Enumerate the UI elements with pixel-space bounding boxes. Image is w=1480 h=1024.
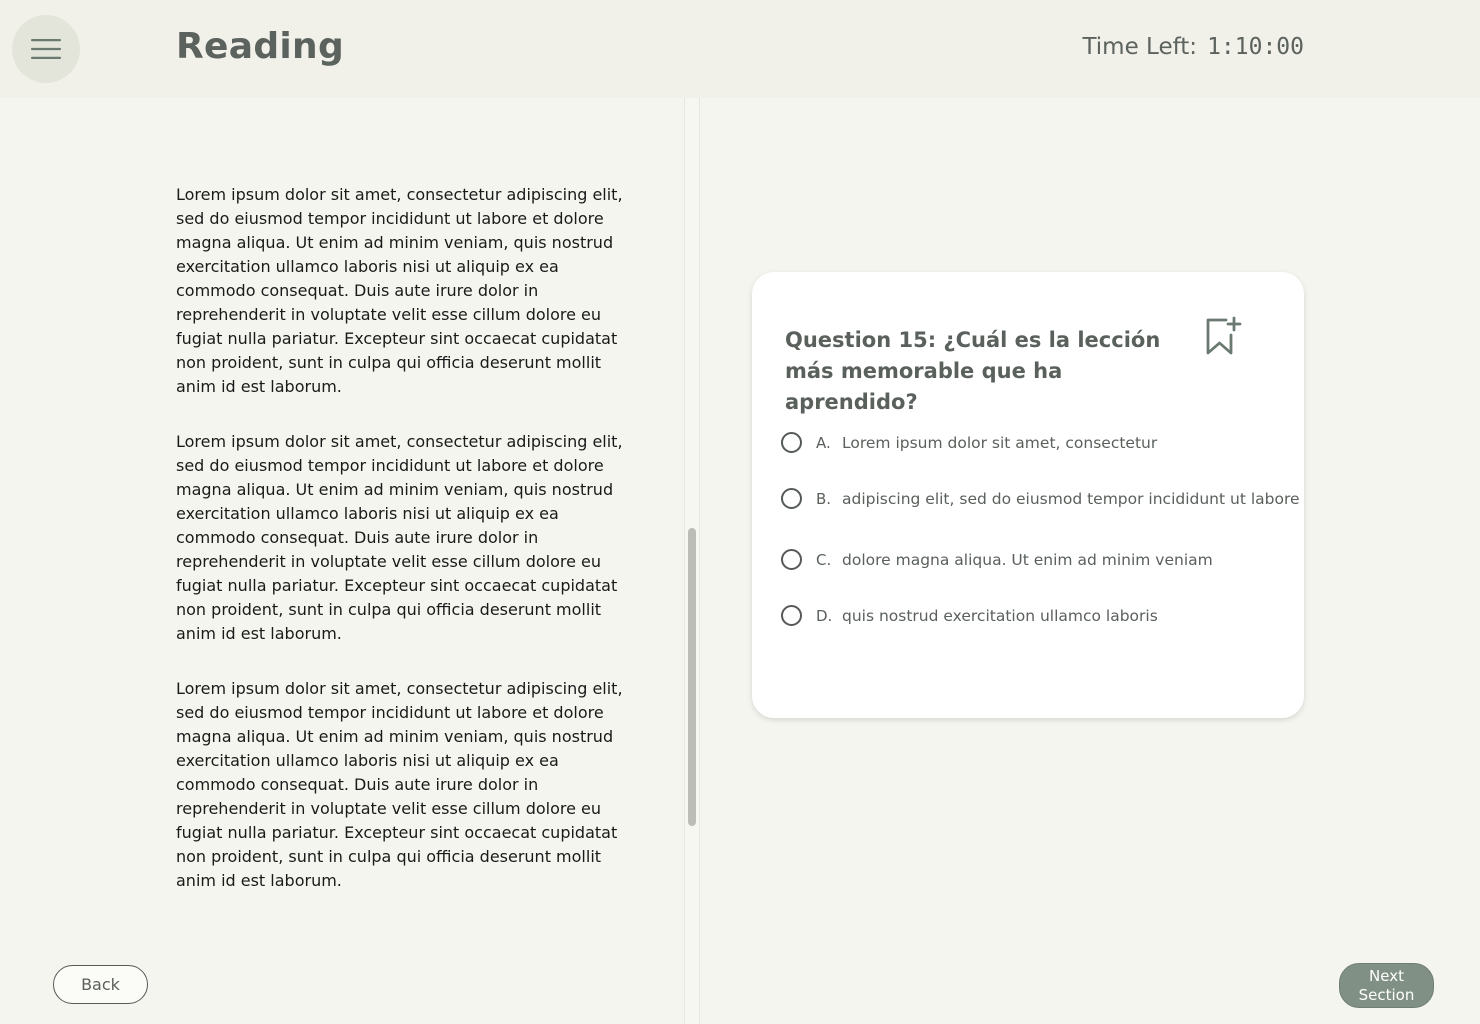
- radio-button[interactable]: [781, 605, 802, 626]
- timer-label: Time Left:: [1082, 34, 1198, 60]
- option-text: Lorem ipsum dolor sit amet, consectetur: [842, 433, 1158, 452]
- question-text: Question 15: ¿Cuál es la lección más memorable que ha aprendido?: [785, 328, 1161, 414]
- option-letter: B.: [816, 489, 832, 508]
- menu-button[interactable]: [12, 15, 80, 83]
- option-letter: C.: [816, 550, 832, 569]
- option-letter: A.: [816, 433, 831, 452]
- answer-option-b[interactable]: [781, 488, 1300, 509]
- bookmark-button[interactable]: [1204, 316, 1244, 356]
- timer: [1082, 34, 1304, 60]
- passage-paragraph: Lorem ipsum dolor sit amet, consectetur adipiscing elit, sed do eiusmod tempor incididunt ut labore et dolore magna aliqua. Ut enim ad minim veniam, quis nostrud exercitation ullamco laboris nisi ut aliquip ex ea commodo consequat. Duis aute irure dolor in reprehenderit in voluptate velit esse cillum dolore eu fugiat nulla pariatur. Excepteur sint occaecat cupidatat non proident, sunt in culpa qui officia deserunt mollit anim id est laborum.: [176, 679, 623, 890]
- passage-paragraph: Lorem ipsum dolor sit amet, consectetur adipiscing elit, sed do eiusmod tempor incididunt ut labore et dolore magna aliqua. Ut enim ad minim veniam, quis nostrud exercitation ullamco laboris nisi ut aliquip ex ea commodo consequat. Duis aute irure dolor in reprehenderit in voluptate velit esse cillum dolore eu fugiat nulla pariatur. Excepteur sint occaecat cupidatat non proident, sunt in culpa qui officia deserunt mollit anim id est laborum.: [176, 432, 623, 643]
- radio-button[interactable]: [781, 432, 802, 453]
- option-text: quis nostrud exercitation ullamco laboris: [842, 606, 1158, 625]
- option-text: adipiscing elit, sed do eiusmod tempor incididunt ut labore: [842, 489, 1300, 508]
- option-text: dolore magna aliqua. Ut enim ad minim veniam: [842, 550, 1213, 569]
- reading-passage: [176, 183, 624, 924]
- passage-paragraph: Lorem ipsum dolor sit amet, consectetur adipiscing elit, sed do eiusmod tempor incididunt ut labore et dolore magna aliqua. Ut enim ad minim veniam, quis nostrud exercitation ullamco laboris nisi ut aliquip ex ea commodo consequat. Duis aute irure dolor in reprehenderit in voluptate velit esse cillum dolore eu fugiat nulla pariatur. Excepteur sint occaecat cupidatat non proident, sunt in culpa qui officia deserunt mollit anim id est laborum.: [176, 185, 623, 396]
- passage-scrollbar[interactable]: [688, 528, 696, 826]
- bookmark-add-icon: [1204, 316, 1244, 356]
- option-letter: D.: [816, 606, 833, 625]
- page-title: Reading: [176, 26, 345, 67]
- next-section-button[interactable]: Next Section: [1339, 963, 1434, 1008]
- hamburger-menu-icon: [30, 38, 62, 60]
- answer-option-a[interactable]: [781, 432, 1157, 453]
- pane-divider: [684, 98, 700, 1024]
- top-bar: [0, 0, 1480, 98]
- back-button[interactable]: Back: [53, 965, 148, 1004]
- timer-value: 1:10:00: [1207, 34, 1304, 60]
- answer-option-c[interactable]: [781, 549, 1213, 570]
- radio-button[interactable]: [781, 488, 802, 509]
- radio-button[interactable]: [781, 549, 802, 570]
- answer-option-d[interactable]: [781, 605, 1158, 626]
- question-card: [752, 272, 1304, 718]
